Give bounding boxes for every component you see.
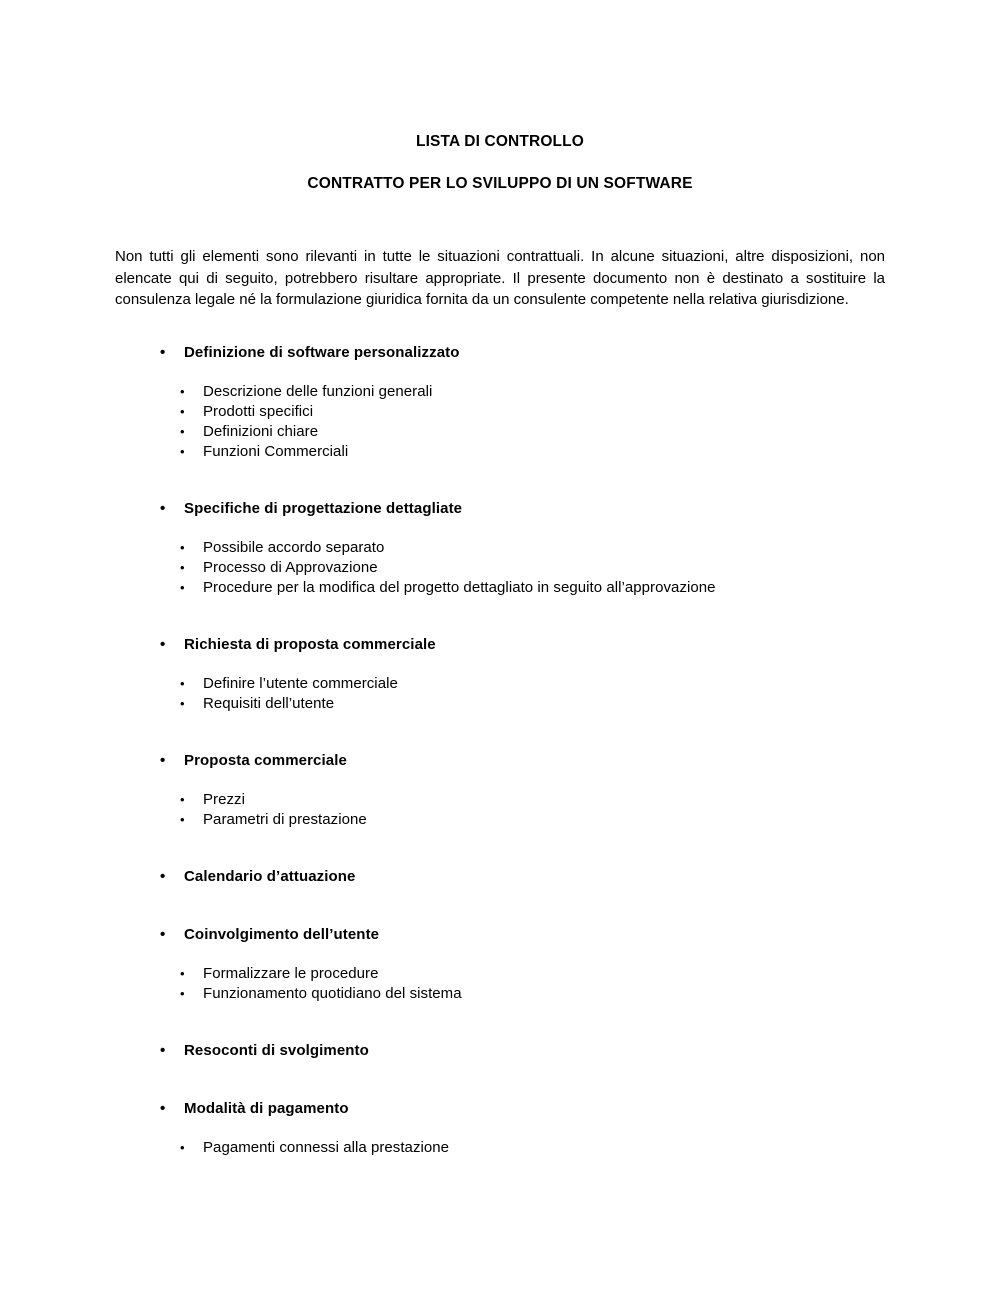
bullet-icon: • [160,867,166,885]
checklist-subitem [115,422,885,442]
sub-bullet-icon: • [180,559,185,575]
checklist-section [115,635,885,714]
checklist-subitem [115,558,885,578]
checklist-subitem [115,790,885,810]
checklist-subitem [115,694,885,714]
checklist-section-heading [115,925,885,945]
checklist-subitem-label: Descrizione delle funzioni generali [203,382,433,400]
sub-bullet-icon: • [180,1139,185,1155]
checklist-subitem-label: Requisiti dell’utente [203,694,335,712]
checklist-section [115,343,885,462]
sub-bullet-icon: • [180,423,185,439]
checklist-subitem-list [115,771,885,830]
checklist-section-label: Definizione di software personalizzato [184,343,460,361]
checklist-subitem-list [115,363,885,462]
bullet-icon: • [160,635,166,653]
checklist-subitem-label: Procedure per la modifica del progetto dettagliato in seguito all’approvazione [203,578,716,596]
checklist-subitem [115,984,885,1004]
bullet-icon: • [160,343,166,361]
sub-bullet-icon: • [180,443,185,459]
sub-bullet-icon: • [180,539,185,555]
checklist-subitem [115,964,885,984]
checklist-subitem [115,1138,885,1158]
sub-bullet-icon: • [180,403,185,419]
page-subtitle: CONTRATTO PER LO SVILUPPO DI UN SOFTWARE [307,175,693,192]
checklist-section-label: Calendario d’attuazione [184,867,356,885]
checklist-subitem [115,674,885,694]
checklist-subitem-list [115,655,885,714]
checklist-subitem-list [115,1119,885,1158]
checklist-section-heading [115,343,885,363]
bullet-icon: • [160,1041,166,1059]
bullet-icon: • [160,1099,166,1117]
checklist-subitem [115,538,885,558]
checklist [115,311,885,1158]
checklist-subitem-label: Funzioni Commerciali [203,442,349,460]
checklist-subitem [115,578,885,598]
checklist-subitem-label: Definire l’utente commerciale [203,674,398,692]
checklist-section-heading [115,1099,885,1119]
sub-bullet-icon: • [180,811,185,827]
checklist-subitem-label: Parametri di prestazione [203,810,367,828]
sub-bullet-icon: • [180,579,185,595]
sub-bullet-icon: • [180,695,185,711]
checklist-section [115,1041,885,1061]
checklist-subitem-label: Definizioni chiare [203,422,319,440]
bullet-icon: • [160,499,166,517]
bullet-icon: • [160,925,166,943]
checklist-section-heading [115,499,885,519]
checklist-subitem-label: Funzionamento quotidiano del sistema [203,984,462,1002]
checklist-subitem [115,382,885,402]
checklist-section [115,925,885,1004]
checklist-section-label: Richiesta di proposta commerciale [184,635,436,653]
checklist-section-label: Coinvolgimento dell’utente [184,925,380,943]
checklist-section-heading [115,751,885,771]
page-title: LISTA DI CONTROLLO [415,133,584,150]
bullet-icon: • [160,751,166,769]
intro-paragraph: Non tutti gli elementi sono rilevanti in tutte le situazioni contrattuali. In alcune situazioni, altre disposizioni, non elencate qui di seguito, potrebbero risultare appropriate. Il presente documento non è destinato a sostituire la consulenza legale né la formulazione giuridica fornita da un consulente competente nella relativa giurisdizione. [115,248,885,308]
checklist-subitem-label: Prezzi [203,790,245,808]
checklist-section [115,499,885,598]
checklist-section-heading [115,867,885,887]
checklist-subitem-label: Pagamenti connessi alla prestazione [203,1138,450,1156]
checklist-subitem-label: Processo di Approvazione [203,558,378,576]
checklist-section [115,1099,885,1158]
checklist-section-label: Modalità di pagamento [184,1099,349,1117]
checklist-section-label: Proposta commerciale [184,751,347,769]
checklist-subitem-label: Formalizzare le procedure [203,964,379,982]
sub-bullet-icon: • [180,965,185,981]
sub-bullet-icon: • [180,383,185,399]
sub-bullet-icon: • [180,791,185,807]
checklist-subitem [115,442,885,462]
checklist-subitem [115,810,885,830]
checklist-subitem-label: Possibile accordo separato [203,538,385,556]
checklist-section-label: Resoconti di svolgimento [184,1041,369,1059]
checklist-subitem-list [115,945,885,1004]
document-body [115,0,885,1158]
checklist-section-heading [115,1041,885,1061]
checklist-section-heading [115,635,885,655]
checklist-subitem [115,402,885,422]
checklist-subitem-label: Prodotti specifici [203,402,314,420]
sub-bullet-icon: • [180,985,185,1001]
checklist-subitem-list [115,519,885,598]
checklist-section-label: Specifiche di progettazione dettagliate [184,499,463,517]
checklist-section [115,751,885,830]
checklist-section [115,867,885,887]
sub-bullet-icon: • [180,675,185,691]
